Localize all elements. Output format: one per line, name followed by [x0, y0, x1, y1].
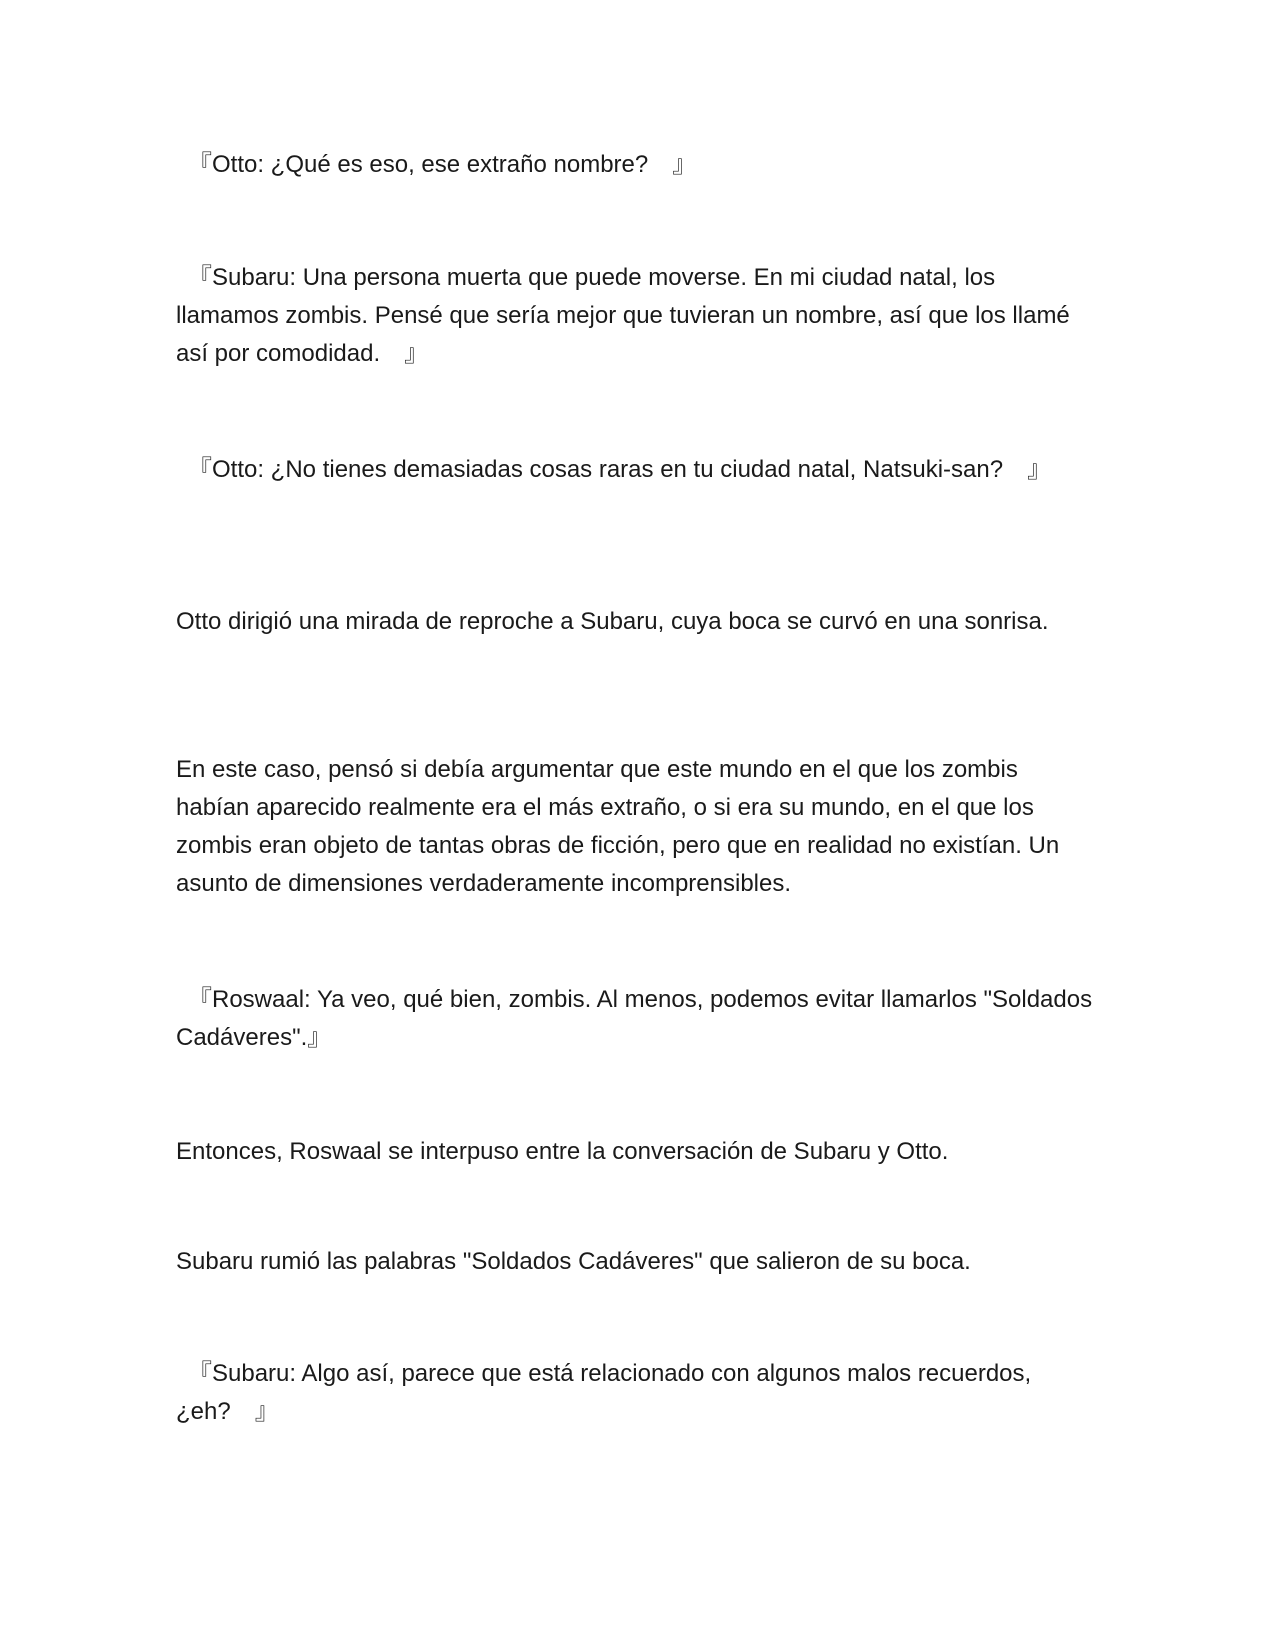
paragraph-subaru-memories: 『Subaru: Algo así, parece que está relacionado con algunos malos recuerdos, ¿eh? 』 — [176, 1360, 1032, 1425]
paragraph-otto-hometown: 『Otto: ¿No tienes demasiadas cosas raras en tu ciudad natal, Natsuki-san? 』 — [176, 456, 1052, 483]
paragraph-otto-question: 『Otto: ¿Qué es eso, ese extraño nombre? 』 — [176, 151, 697, 178]
paragraph-subaru-zombies: 『Subaru: Una persona muerta que puede moverse. En mi ciudad natal, los llamamos zombis. Pensé que sería mejor que tuvieran un nombre, así que los llamé así por comodidad. 』 — [176, 264, 1070, 367]
paragraph-narration-worlds: En este caso, pensó si debía argumentar que este mundo en el que los zombis habían aparecido realmente era el más extraño, o si era su mundo, en el que los zombis eran objeto de tantas obras de ficción, pero que en realidad no existían. Un asunto de dimensiones verdaderamente incomprensibles. — [176, 756, 1060, 897]
paragraph-subaru-ruminates: Subaru rumió las palabras "Soldados Cadáveres" que salieron de su boca. — [176, 1248, 971, 1275]
paragraph-otto-reproach: Otto dirigió una mirada de reproche a Subaru, cuya boca se curvó en una sonrisa. — [176, 608, 1049, 635]
paragraph-roswaal-zombies: 『Roswaal: Ya veo, qué bien, zombis. Al menos, podemos evitar llamarlos "Soldados Cadáveres".』 — [176, 986, 1093, 1051]
paragraph-roswaal-interposes: Entonces, Roswaal se interpuso entre la conversación de Subaru y Otto. — [176, 1138, 949, 1165]
